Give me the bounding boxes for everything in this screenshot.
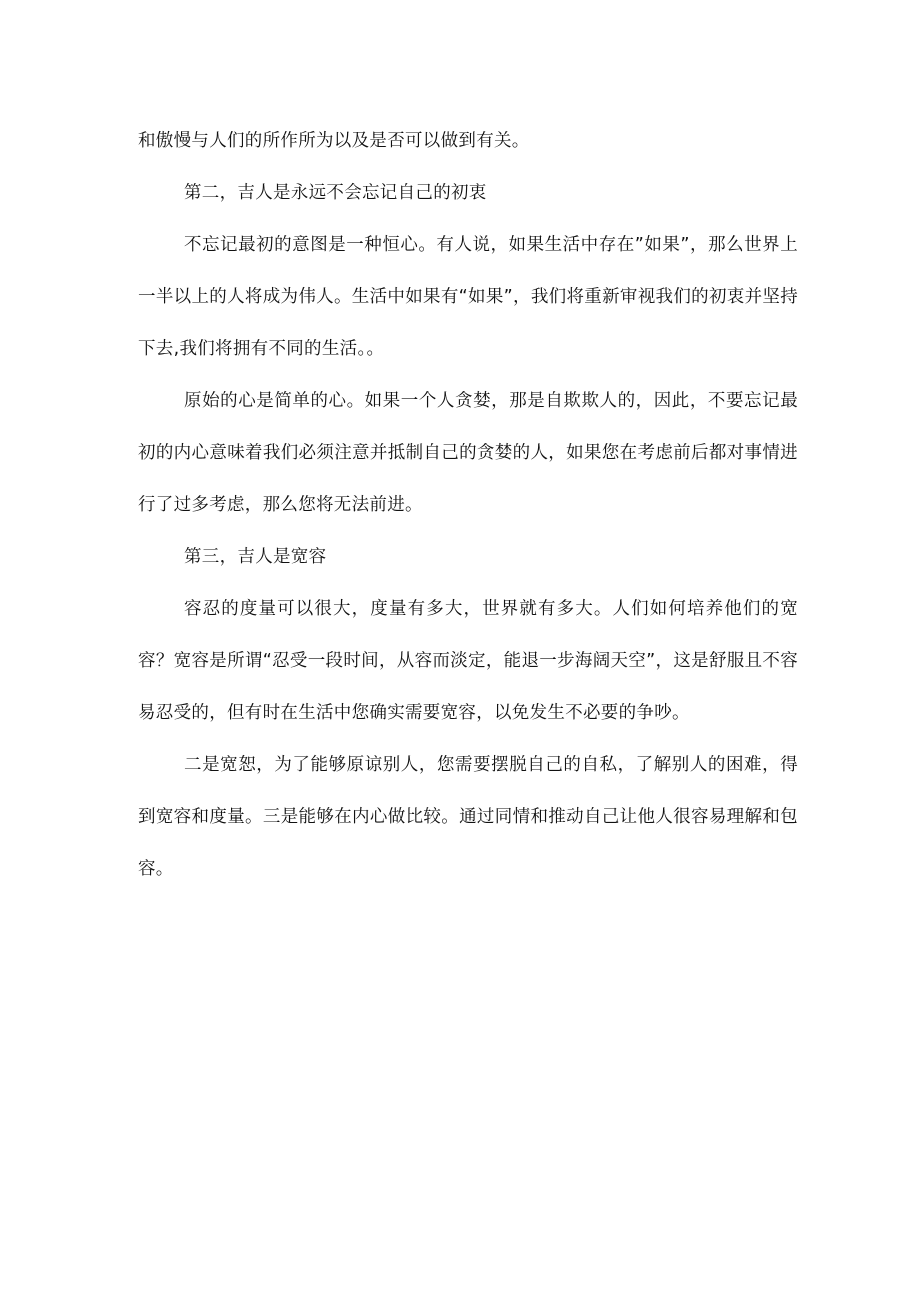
document-body xyxy=(138,115,798,895)
section-heading-third: 第三，吉人是宽容 xyxy=(184,547,327,567)
paragraph: 原始的心是简单的心。如果一个人贪婪，那是自欺欺人的，因此，不要忘记最初的内心意味着我们必须注意并抵制自己的贪婪的人，如果您在考虑前后都对事情进行了过多考虑，那么您将无法前进。 xyxy=(138,391,798,515)
paragraph: 容忍的度量可以很大，度量有多大，世界就有多大。人们如何培养他们的宽容？宽容是所谓“忍受一段时间，从容而淡定，能退一步海阔天空”，这是舒服且不容易忍受的，但有时在生活中您确实需要宽容，以免发生不必要的争吵。 xyxy=(138,599,798,723)
paragraph-continuation: 和傲慢与人们的所作所为以及是否可以做到有关。 xyxy=(138,131,530,151)
paragraph: 不忘记最初的意图是一种恒心。有人说，如果生活中存在”如果”，那么世界上一半以上的人将成为伟人。生活中如果有“如果”，我们将重新审视我们的初衷并坚持下去,我们将拥有不同的生活。。 xyxy=(138,235,798,359)
paragraph: 二是宽恕，为了能够原谅别人，您需要摆脱自己的自私，了解别人的困难，得到宽容和度量。三是能够在内心做比较。通过同情和推动自己让他人很容易理解和包容。 xyxy=(138,755,798,879)
section-heading-second: 第二，吉人是永远不会忘记自己的初衷 xyxy=(184,183,487,203)
